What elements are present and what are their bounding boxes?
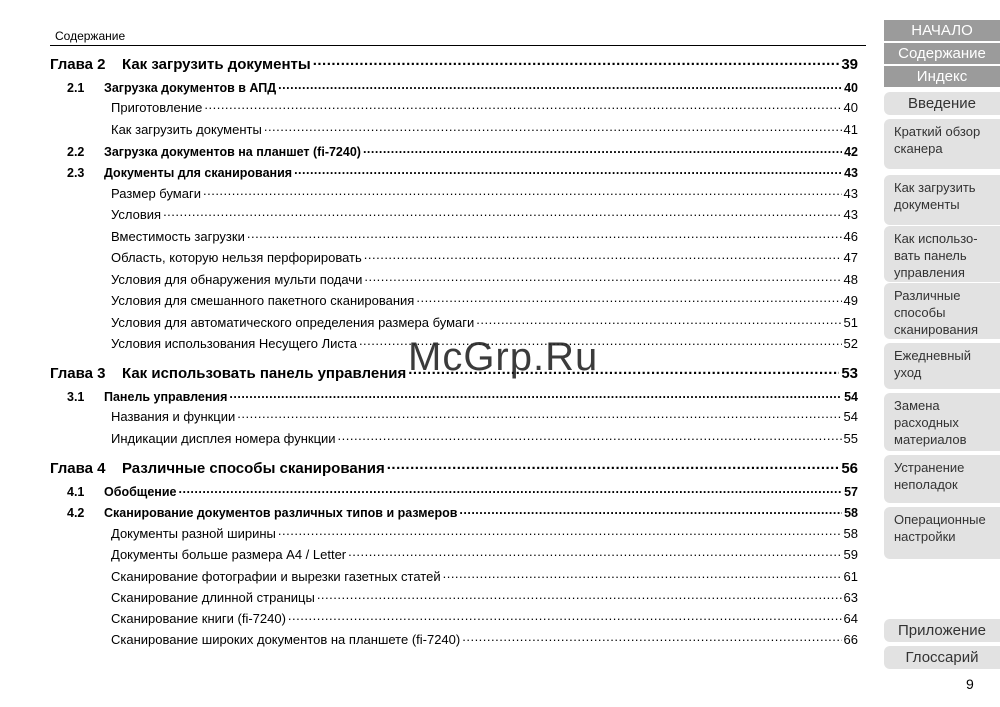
nav-contents-button[interactable]: Содержание <box>884 43 1000 64</box>
toc-section-2-1[interactable] <box>67 79 858 95</box>
item-title: Индикации дисплея номера функции <box>111 431 336 446</box>
section-number: 2.2 <box>67 144 85 159</box>
section-title: Панель управления <box>104 389 228 404</box>
toc-item[interactable] <box>111 206 858 222</box>
toc-item[interactable] <box>111 631 858 647</box>
item-title: Сканирование широких документов на планшете (fi-7240) <box>111 632 461 647</box>
toc-section-2-2[interactable] <box>67 143 858 159</box>
page-ref: 54 <box>844 389 858 404</box>
dot-leader <box>363 143 842 156</box>
toc-item[interactable] <box>111 292 858 308</box>
toc-item[interactable] <box>111 568 858 584</box>
toc-section-2-3[interactable] <box>67 164 858 180</box>
page-ref: 42 <box>844 144 858 159</box>
section-title: Обобщение <box>104 484 177 499</box>
chapter-number: Глава 3 <box>50 365 106 382</box>
section-number: 2.1 <box>67 80 85 95</box>
dot-leader <box>237 408 841 421</box>
chapter-number: Глава 4 <box>50 460 106 477</box>
item-title: Условия для обнаружения мульти подачи <box>111 272 363 287</box>
dot-leader <box>288 610 842 623</box>
page-ref: 55 <box>843 431 858 446</box>
toc-item[interactable] <box>111 185 858 201</box>
page-ref: 43 <box>844 165 858 180</box>
chapter-title: Как загрузить документы <box>122 56 311 73</box>
item-title: Вместимость загрузки <box>111 229 245 244</box>
dot-leader <box>179 483 843 496</box>
dot-leader <box>348 546 841 559</box>
watermark: McGrp.Ru <box>408 335 599 379</box>
nav-panel-button[interactable]: Как использо-вать панель управления <box>884 226 1000 282</box>
page-ref: 56 <box>841 460 858 477</box>
nav-start-button[interactable]: НАЧАЛО <box>884 20 1000 41</box>
dot-leader <box>462 631 841 644</box>
nav-overview-button[interactable]: Краткий обзор сканера <box>884 119 1000 169</box>
dot-leader <box>387 458 840 473</box>
item-title: Условия использования Несущего Листа <box>111 336 357 351</box>
nav-index-button[interactable]: Индекс <box>884 66 1000 87</box>
page-ref: 63 <box>843 590 858 605</box>
section-number: 4.2 <box>67 505 85 520</box>
page-ref: 58 <box>843 526 858 541</box>
dot-leader <box>163 206 841 219</box>
page-ref: 64 <box>843 611 858 626</box>
dot-leader <box>278 525 842 538</box>
nav-intro-button[interactable]: Введение <box>884 92 1000 115</box>
dot-leader <box>264 121 842 134</box>
nav-consumables-button[interactable]: Замена расходных материалов <box>884 393 1000 451</box>
dot-leader <box>364 271 841 284</box>
dot-leader <box>317 589 842 602</box>
nav-troubleshoot-button[interactable]: Устранение неполадок <box>884 455 1000 503</box>
dot-leader <box>278 79 842 92</box>
dot-leader <box>416 292 841 305</box>
dot-leader <box>459 504 842 517</box>
toc-item[interactable] <box>111 610 858 626</box>
toc-chapter-2[interactable] <box>50 54 858 73</box>
dot-leader <box>294 164 842 177</box>
item-title: Условия <box>111 207 162 222</box>
dot-leader <box>204 99 841 112</box>
toc-item[interactable] <box>111 408 858 424</box>
toc-item[interactable] <box>111 546 858 562</box>
page-ref: 61 <box>843 569 858 584</box>
page-ref: 52 <box>843 336 858 351</box>
page-ref: 43 <box>843 207 858 222</box>
item-title: Названия и функции <box>111 409 236 424</box>
page-ref: 47 <box>843 250 858 265</box>
item-title: Сканирование длинной страницы <box>111 590 315 605</box>
toc-chapter-4[interactable] <box>50 458 858 477</box>
page-number: 9 <box>966 676 974 692</box>
item-title: Условия для смешанного пакетного сканирования <box>111 293 415 308</box>
dot-leader <box>476 314 841 327</box>
toc-section-4-2[interactable] <box>67 504 858 520</box>
dot-leader <box>203 185 842 198</box>
toc-item[interactable] <box>111 525 858 541</box>
item-title: Условия для автоматического определения размера бумаги <box>111 315 475 330</box>
item-title: Приготовление <box>111 100 203 115</box>
section-number: 4.1 <box>67 484 85 499</box>
toc-item[interactable] <box>111 99 858 115</box>
sidebar-nav <box>884 0 1000 707</box>
page-ref: 51 <box>843 315 858 330</box>
toc-section-4-1[interactable] <box>67 483 858 499</box>
section-title: Сканирование документов различных типов и размеров <box>104 505 458 520</box>
section-number: 3.1 <box>67 389 85 404</box>
toc-item[interactable] <box>111 249 858 265</box>
toc-item[interactable] <box>111 271 858 287</box>
toc-item[interactable] <box>111 314 858 330</box>
section-title: Загрузка документов в АПД <box>104 80 277 95</box>
nav-appendix-button[interactable]: Приложение <box>884 619 1000 642</box>
item-title: Документы больше размера А4 / Letter <box>111 547 347 562</box>
section-title: Загрузка документов на планшет (fi-7240) <box>104 144 361 159</box>
section-title: Документы для сканирования <box>104 165 293 180</box>
nav-methods-button[interactable]: Различные способы сканирования <box>884 283 1000 339</box>
page-ref: 48 <box>843 272 858 287</box>
toc-item[interactable] <box>111 589 858 605</box>
item-title: Область, которую нельзя перфорировать <box>111 250 362 265</box>
item-title: Сканирование фотографии и вырезки газетных статей <box>111 569 441 584</box>
dot-leader <box>313 54 840 69</box>
page-ref: 41 <box>843 122 858 137</box>
page-ref: 40 <box>844 80 858 95</box>
page-ref: 58 <box>844 505 858 520</box>
page-ref: 46 <box>843 229 858 244</box>
dot-leader <box>229 388 842 401</box>
page-ref: 57 <box>844 484 858 499</box>
page-ref: 39 <box>841 56 858 73</box>
toc-item[interactable] <box>111 228 858 244</box>
section-number: 2.3 <box>67 165 85 180</box>
toc-item[interactable] <box>111 430 858 446</box>
nav-load-button[interactable]: Как загрузить документы <box>884 175 1000 225</box>
page-ref: 54 <box>843 409 858 424</box>
item-title: Сканирование книги (fi-7240) <box>111 611 286 626</box>
nav-care-button[interactable]: Ежедневный уход <box>884 343 1000 389</box>
toc-section-3-1[interactable] <box>67 388 858 404</box>
header-label: Содержание <box>55 29 126 43</box>
toc-item[interactable] <box>111 121 858 137</box>
page-ref: 40 <box>843 100 858 115</box>
item-title: Документы разной ширины <box>111 526 276 541</box>
chapter-title: Как использовать панель управления <box>122 365 407 382</box>
page-ref: 66 <box>843 632 858 647</box>
page-ref: 43 <box>843 186 858 201</box>
page-ref: 53 <box>841 365 858 382</box>
page-ref: 59 <box>843 547 858 562</box>
nav-settings-button[interactable]: Операционные настройки <box>884 507 1000 559</box>
dot-leader <box>247 228 842 241</box>
dot-leader <box>443 568 842 581</box>
item-title: Размер бумаги <box>111 186 201 201</box>
nav-glossary-button[interactable]: Глоссарий <box>884 646 1000 669</box>
dot-leader <box>338 430 842 443</box>
chapter-number: Глава 2 <box>50 56 106 73</box>
dot-leader <box>364 249 842 262</box>
page-ref: 49 <box>843 293 858 308</box>
chapter-title: Различные способы сканирования <box>122 460 385 477</box>
item-title: Как загрузить документы <box>111 122 262 137</box>
